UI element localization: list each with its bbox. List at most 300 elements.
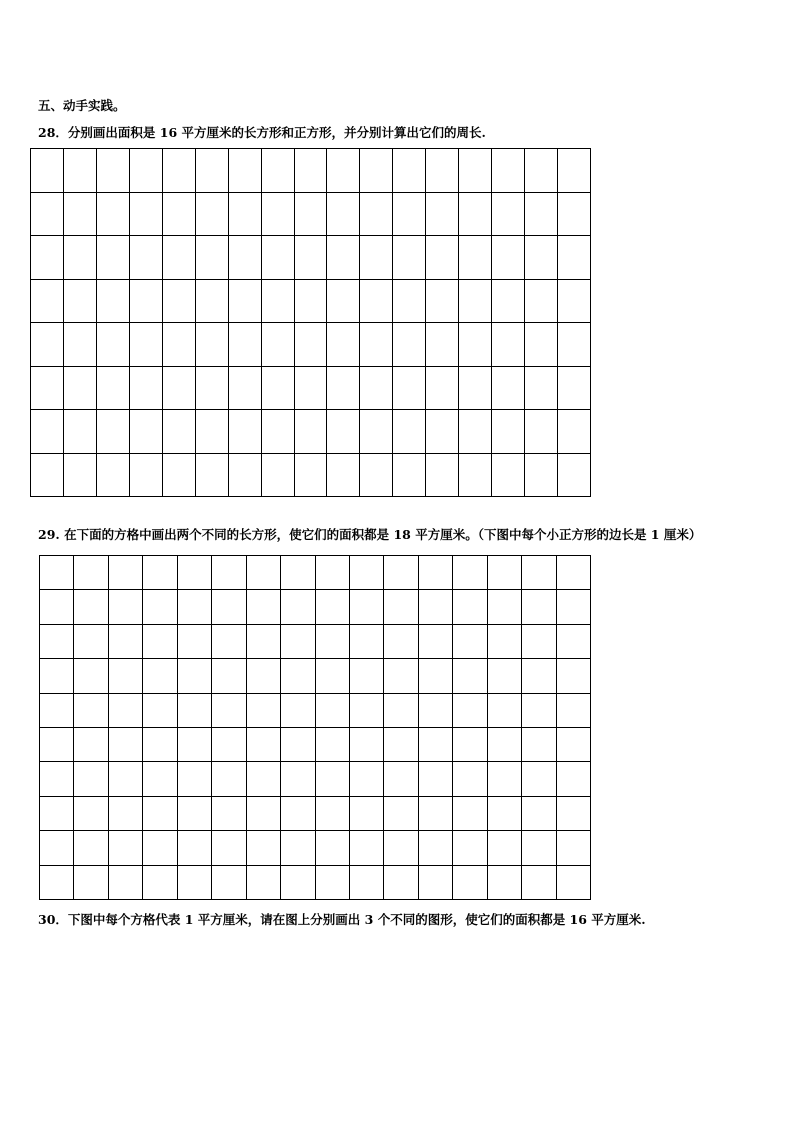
grid-cell[interactable]	[557, 322, 590, 366]
grid-cell[interactable]	[315, 727, 349, 761]
grid-cell[interactable]	[195, 453, 228, 497]
grid-cell[interactable]	[521, 796, 555, 830]
grid-cell[interactable]	[73, 693, 107, 727]
grid-cell[interactable]	[452, 658, 486, 692]
grid-cell[interactable]	[129, 148, 162, 192]
grid-cell[interactable]	[425, 148, 458, 192]
grid-cell[interactable]	[30, 322, 63, 366]
grid-cell[interactable]	[383, 555, 417, 589]
grid-cell[interactable]	[458, 322, 491, 366]
grid-cell[interactable]	[228, 366, 261, 410]
grid-cell[interactable]	[73, 658, 107, 692]
grid-cell[interactable]	[524, 322, 557, 366]
grid-cell[interactable]	[418, 693, 452, 727]
grid-cell[interactable]	[294, 366, 327, 410]
grid-cell[interactable]	[524, 235, 557, 279]
question-28-grid[interactable]	[30, 148, 591, 497]
grid-cell[interactable]	[39, 761, 73, 795]
grid-cell[interactable]	[228, 453, 261, 497]
grid-cell[interactable]	[142, 658, 176, 692]
grid-cell[interactable]	[211, 589, 245, 623]
grid-cell[interactable]	[521, 830, 555, 864]
grid-cell[interactable]	[261, 322, 294, 366]
grid-cell[interactable]	[142, 624, 176, 658]
grid-cell[interactable]	[30, 279, 63, 323]
grid-cell[interactable]	[96, 192, 129, 236]
grid-cell[interactable]	[162, 279, 195, 323]
grid-cell[interactable]	[521, 727, 555, 761]
grid-cell[interactable]	[326, 366, 359, 410]
grid-cell[interactable]	[39, 727, 73, 761]
grid-cell[interactable]	[280, 624, 314, 658]
grid-cell[interactable]	[73, 865, 107, 899]
grid-cell[interactable]	[39, 658, 73, 692]
grid-cell[interactable]	[280, 693, 314, 727]
grid-cell[interactable]	[458, 453, 491, 497]
grid-cell[interactable]	[142, 589, 176, 623]
grid-cell[interactable]	[452, 830, 486, 864]
grid-cell[interactable]	[73, 796, 107, 830]
grid-cell[interactable]	[452, 865, 486, 899]
grid-cell[interactable]	[280, 865, 314, 899]
grid-cell[interactable]	[228, 192, 261, 236]
grid-cell[interactable]	[359, 453, 392, 497]
grid-cell[interactable]	[556, 796, 590, 830]
grid-cell[interactable]	[96, 322, 129, 366]
grid-cell[interactable]	[280, 658, 314, 692]
grid-cell[interactable]	[521, 761, 555, 795]
grid-cell[interactable]	[315, 796, 349, 830]
grid-cell[interactable]	[557, 453, 590, 497]
grid-cell[interactable]	[228, 235, 261, 279]
grid-cell[interactable]	[326, 235, 359, 279]
grid-cell[interactable]	[142, 761, 176, 795]
grid-cell[interactable]	[458, 148, 491, 192]
grid-cell[interactable]	[73, 727, 107, 761]
grid-cell[interactable]	[108, 761, 142, 795]
grid-cell[interactable]	[142, 796, 176, 830]
grid-cell[interactable]	[63, 366, 96, 410]
grid-cell[interactable]	[142, 865, 176, 899]
grid-cell[interactable]	[359, 148, 392, 192]
grid-cell[interactable]	[315, 589, 349, 623]
grid-cell[interactable]	[108, 624, 142, 658]
grid-cell[interactable]	[142, 693, 176, 727]
grid-cell[interactable]	[246, 693, 280, 727]
grid-cell[interactable]	[129, 235, 162, 279]
grid-cell[interactable]	[359, 235, 392, 279]
grid-cell[interactable]	[177, 865, 211, 899]
grid-cell[interactable]	[63, 279, 96, 323]
grid-cell[interactable]	[557, 409, 590, 453]
grid-cell[interactable]	[294, 453, 327, 497]
grid-cell[interactable]	[195, 279, 228, 323]
grid-cell[interactable]	[452, 555, 486, 589]
grid-cell[interactable]	[315, 865, 349, 899]
grid-cell[interactable]	[383, 727, 417, 761]
grid-cell[interactable]	[294, 192, 327, 236]
grid-cell[interactable]	[162, 409, 195, 453]
grid-cell[interactable]	[491, 453, 524, 497]
grid-cell[interactable]	[162, 235, 195, 279]
grid-cell[interactable]	[392, 453, 425, 497]
grid-cell[interactable]	[294, 409, 327, 453]
grid-cell[interactable]	[524, 409, 557, 453]
grid-cell[interactable]	[452, 796, 486, 830]
grid-cell[interactable]	[418, 624, 452, 658]
grid-cell[interactable]	[452, 693, 486, 727]
grid-cell[interactable]	[162, 453, 195, 497]
grid-cell[interactable]	[211, 761, 245, 795]
grid-cell[interactable]	[392, 279, 425, 323]
grid-cell[interactable]	[39, 589, 73, 623]
grid-cell[interactable]	[349, 761, 383, 795]
grid-cell[interactable]	[326, 148, 359, 192]
grid-cell[interactable]	[425, 409, 458, 453]
grid-cell[interactable]	[280, 796, 314, 830]
section-heading: 五、动手实践。	[38, 98, 126, 113]
grid-cell[interactable]	[246, 865, 280, 899]
grid-cell[interactable]	[524, 148, 557, 192]
grid-cell[interactable]	[129, 279, 162, 323]
grid-cell[interactable]	[96, 235, 129, 279]
grid-cell[interactable]	[418, 727, 452, 761]
grid-cell[interactable]	[63, 453, 96, 497]
grid-cell[interactable]	[177, 796, 211, 830]
grid-cell[interactable]	[418, 761, 452, 795]
grid-cell[interactable]	[326, 322, 359, 366]
grid-cell[interactable]	[487, 830, 521, 864]
grid-cell[interactable]	[177, 693, 211, 727]
grid-cell[interactable]	[556, 761, 590, 795]
grid-cell[interactable]	[521, 693, 555, 727]
grid-cell[interactable]	[142, 555, 176, 589]
grid-cell[interactable]	[177, 589, 211, 623]
grid-cell[interactable]	[491, 322, 524, 366]
grid-cell[interactable]	[487, 693, 521, 727]
grid-cell[interactable]	[425, 453, 458, 497]
grid-cell[interactable]	[521, 589, 555, 623]
grid-cell[interactable]	[73, 624, 107, 658]
question-30-text: 30．下图中每个方格代表 1 平方厘米，请在图上分别画出 3 个不同的图形，使它们的面积都是 16 平方厘米.	[38, 912, 646, 927]
grid-cell[interactable]	[392, 366, 425, 410]
grid-cell[interactable]	[177, 830, 211, 864]
grid-cell[interactable]	[177, 761, 211, 795]
grid-cell[interactable]	[108, 727, 142, 761]
grid-cell[interactable]	[383, 624, 417, 658]
grid-cell[interactable]	[392, 409, 425, 453]
grid-cell[interactable]	[39, 865, 73, 899]
grid-cell[interactable]	[73, 589, 107, 623]
grid-cell[interactable]	[280, 589, 314, 623]
grid-cell[interactable]	[383, 865, 417, 899]
grid-cell[interactable]	[349, 727, 383, 761]
grid-cell[interactable]	[556, 658, 590, 692]
grid-cell[interactable]	[211, 555, 245, 589]
grid-cell[interactable]	[294, 148, 327, 192]
grid-cell[interactable]	[521, 555, 555, 589]
grid-cell[interactable]	[129, 453, 162, 497]
grid-cell[interactable]	[521, 658, 555, 692]
grid-cell[interactable]	[246, 555, 280, 589]
grid-cell[interactable]	[556, 555, 590, 589]
grid-cell[interactable]	[491, 409, 524, 453]
grid-cell[interactable]	[294, 235, 327, 279]
grid-cell[interactable]	[425, 235, 458, 279]
grid-cell[interactable]	[556, 727, 590, 761]
grid-cell[interactable]	[326, 453, 359, 497]
grid-cell[interactable]	[294, 322, 327, 366]
grid-cell[interactable]	[458, 409, 491, 453]
grid-cell[interactable]	[392, 192, 425, 236]
grid-cell[interactable]	[392, 148, 425, 192]
grid-cell[interactable]	[129, 322, 162, 366]
grid-cell[interactable]	[418, 830, 452, 864]
grid-cell[interactable]	[383, 796, 417, 830]
grid-cell[interactable]	[261, 409, 294, 453]
grid-cell[interactable]	[108, 555, 142, 589]
grid-cell[interactable]	[487, 589, 521, 623]
grid-cell[interactable]	[195, 148, 228, 192]
grid-cell[interactable]	[315, 761, 349, 795]
grid-cell[interactable]	[73, 555, 107, 589]
grid-cell[interactable]	[557, 235, 590, 279]
grid-cell[interactable]	[246, 830, 280, 864]
grid-cell[interactable]	[30, 148, 63, 192]
grid-cell[interactable]	[162, 366, 195, 410]
grid-cell[interactable]	[524, 192, 557, 236]
grid-cell[interactable]	[487, 555, 521, 589]
grid-cell[interactable]	[487, 727, 521, 761]
grid-cell[interactable]	[211, 830, 245, 864]
grid-cell[interactable]	[211, 658, 245, 692]
grid-cell[interactable]	[195, 366, 228, 410]
grid-cell[interactable]	[30, 453, 63, 497]
grid-cell[interactable]	[211, 727, 245, 761]
grid-cell[interactable]	[30, 192, 63, 236]
grid-cell[interactable]	[261, 453, 294, 497]
grid-cell[interactable]	[294, 279, 327, 323]
question-29-grid[interactable]	[39, 555, 591, 900]
grid-cell[interactable]	[108, 589, 142, 623]
grid-cell[interactable]	[39, 624, 73, 658]
grid-cell[interactable]	[280, 830, 314, 864]
grid-cell[interactable]	[30, 235, 63, 279]
grid-cell[interactable]	[177, 555, 211, 589]
grid-cell[interactable]	[162, 192, 195, 236]
grid-cell[interactable]	[195, 235, 228, 279]
grid-cell[interactable]	[177, 624, 211, 658]
grid-cell[interactable]	[326, 279, 359, 323]
grid-cell[interactable]	[349, 830, 383, 864]
grid-cell[interactable]	[349, 658, 383, 692]
grid-cell[interactable]	[383, 830, 417, 864]
grid-cell[interactable]	[521, 624, 555, 658]
grid-cell[interactable]	[63, 235, 96, 279]
grid-cell[interactable]	[280, 555, 314, 589]
grid-cell[interactable]	[359, 279, 392, 323]
grid-cell[interactable]	[491, 192, 524, 236]
grid-cell[interactable]	[418, 589, 452, 623]
grid-cell[interactable]	[63, 409, 96, 453]
grid-cell[interactable]	[73, 761, 107, 795]
grid-cell[interactable]	[228, 409, 261, 453]
grid-cell[interactable]	[556, 830, 590, 864]
grid-cell[interactable]	[392, 322, 425, 366]
grid-cell[interactable]	[39, 796, 73, 830]
grid-cell[interactable]	[418, 865, 452, 899]
grid-cell[interactable]	[246, 727, 280, 761]
grid-cell[interactable]	[96, 366, 129, 410]
grid-cell[interactable]	[228, 148, 261, 192]
grid-cell[interactable]	[246, 624, 280, 658]
grid-cell[interactable]	[261, 279, 294, 323]
grid-cell[interactable]	[458, 235, 491, 279]
grid-cell[interactable]	[280, 727, 314, 761]
grid-cell[interactable]	[383, 761, 417, 795]
grid-cell[interactable]	[557, 192, 590, 236]
grid-cell[interactable]	[129, 409, 162, 453]
grid-cell[interactable]	[491, 279, 524, 323]
grid-cell[interactable]	[418, 658, 452, 692]
grid-cell[interactable]	[491, 235, 524, 279]
grid-cell[interactable]	[315, 830, 349, 864]
grid-cell[interactable]	[452, 761, 486, 795]
grid-cell[interactable]	[63, 322, 96, 366]
grid-cell[interactable]	[556, 865, 590, 899]
grid-cell[interactable]	[557, 366, 590, 410]
grid-cell[interactable]	[524, 279, 557, 323]
grid-cell[interactable]	[39, 830, 73, 864]
grid-cell[interactable]	[96, 279, 129, 323]
grid-cell[interactable]	[349, 624, 383, 658]
grid-cell[interactable]	[39, 693, 73, 727]
grid-cell[interactable]	[458, 366, 491, 410]
grid-cell[interactable]	[30, 409, 63, 453]
grid-cell[interactable]	[425, 322, 458, 366]
grid-cell[interactable]	[142, 727, 176, 761]
grid-cell[interactable]	[487, 658, 521, 692]
grid-cell[interactable]	[129, 366, 162, 410]
grid-cell[interactable]	[261, 235, 294, 279]
grid-cell[interactable]	[129, 192, 162, 236]
grid-cell[interactable]	[211, 865, 245, 899]
grid-cell[interactable]	[383, 658, 417, 692]
grid-cell[interactable]	[557, 148, 590, 192]
grid-cell[interactable]	[418, 796, 452, 830]
grid-cell[interactable]	[418, 555, 452, 589]
grid-cell[interactable]	[359, 322, 392, 366]
grid-cell[interactable]	[261, 366, 294, 410]
grid-cell[interactable]	[452, 727, 486, 761]
grid-cell[interactable]	[315, 624, 349, 658]
grid-cell[interactable]	[349, 796, 383, 830]
grid-cell[interactable]	[491, 366, 524, 410]
grid-cell[interactable]	[211, 796, 245, 830]
grid-cell[interactable]	[108, 796, 142, 830]
grid-cell[interactable]	[108, 693, 142, 727]
grid-cell[interactable]	[349, 555, 383, 589]
grid-cell[interactable]	[359, 192, 392, 236]
grid-cell[interactable]	[326, 409, 359, 453]
grid-cell[interactable]	[228, 322, 261, 366]
grid-cell[interactable]	[315, 693, 349, 727]
grid-cell[interactable]	[177, 658, 211, 692]
grid-cell[interactable]	[315, 555, 349, 589]
grid-cell[interactable]	[487, 761, 521, 795]
grid-cell[interactable]	[491, 148, 524, 192]
grid-cell[interactable]	[524, 453, 557, 497]
grid-cell[interactable]	[30, 366, 63, 410]
grid-cell[interactable]	[359, 409, 392, 453]
grid-cell[interactable]	[96, 409, 129, 453]
grid-cell[interactable]	[359, 366, 392, 410]
grid-cell[interactable]	[487, 624, 521, 658]
grid-cell[interactable]	[162, 322, 195, 366]
grid-cell[interactable]	[280, 761, 314, 795]
grid-cell[interactable]	[96, 148, 129, 192]
grid-cell[interactable]	[556, 589, 590, 623]
grid-cell[interactable]	[524, 366, 557, 410]
grid-cell[interactable]	[425, 192, 458, 236]
grid-cell[interactable]	[425, 366, 458, 410]
grid-cell[interactable]	[73, 830, 107, 864]
grid-cell[interactable]	[521, 865, 555, 899]
grid-cell[interactable]	[108, 865, 142, 899]
grid-cell[interactable]	[246, 658, 280, 692]
grid-cell[interactable]	[96, 453, 129, 497]
grid-cell[interactable]	[246, 589, 280, 623]
grid-cell[interactable]	[383, 589, 417, 623]
grid-cell[interactable]	[315, 658, 349, 692]
grid-cell[interactable]	[556, 693, 590, 727]
grid-cell[interactable]	[142, 830, 176, 864]
grid-cell[interactable]	[108, 658, 142, 692]
grid-cell[interactable]	[195, 409, 228, 453]
grid-cell[interactable]	[177, 727, 211, 761]
grid-cell[interactable]	[211, 624, 245, 658]
grid-cell[interactable]	[487, 796, 521, 830]
grid-cell[interactable]	[349, 589, 383, 623]
grid-cell[interactable]	[487, 865, 521, 899]
grid-cell[interactable]	[458, 192, 491, 236]
grid-cell[interactable]	[425, 279, 458, 323]
grid-cell[interactable]	[452, 589, 486, 623]
grid-cell[interactable]	[392, 235, 425, 279]
grid-cell[interactable]	[195, 192, 228, 236]
grid-cell[interactable]	[162, 148, 195, 192]
grid-cell[interactable]	[39, 555, 73, 589]
grid-cell[interactable]	[458, 279, 491, 323]
grid-cell[interactable]	[349, 865, 383, 899]
grid-cell[interactable]	[261, 192, 294, 236]
grid-cell[interactable]	[246, 761, 280, 795]
grid-cell[interactable]	[246, 796, 280, 830]
grid-cell[interactable]	[261, 148, 294, 192]
grid-cell[interactable]	[228, 279, 261, 323]
grid-cell[interactable]	[557, 279, 590, 323]
grid-cell[interactable]	[63, 192, 96, 236]
grid-cell[interactable]	[63, 148, 96, 192]
grid-cell[interactable]	[108, 830, 142, 864]
grid-cell[interactable]	[195, 322, 228, 366]
grid-cell[interactable]	[383, 693, 417, 727]
grid-cell[interactable]	[211, 693, 245, 727]
grid-cell[interactable]	[326, 192, 359, 236]
grid-cell[interactable]	[349, 693, 383, 727]
grid-cell[interactable]	[556, 624, 590, 658]
grid-cell[interactable]	[452, 624, 486, 658]
